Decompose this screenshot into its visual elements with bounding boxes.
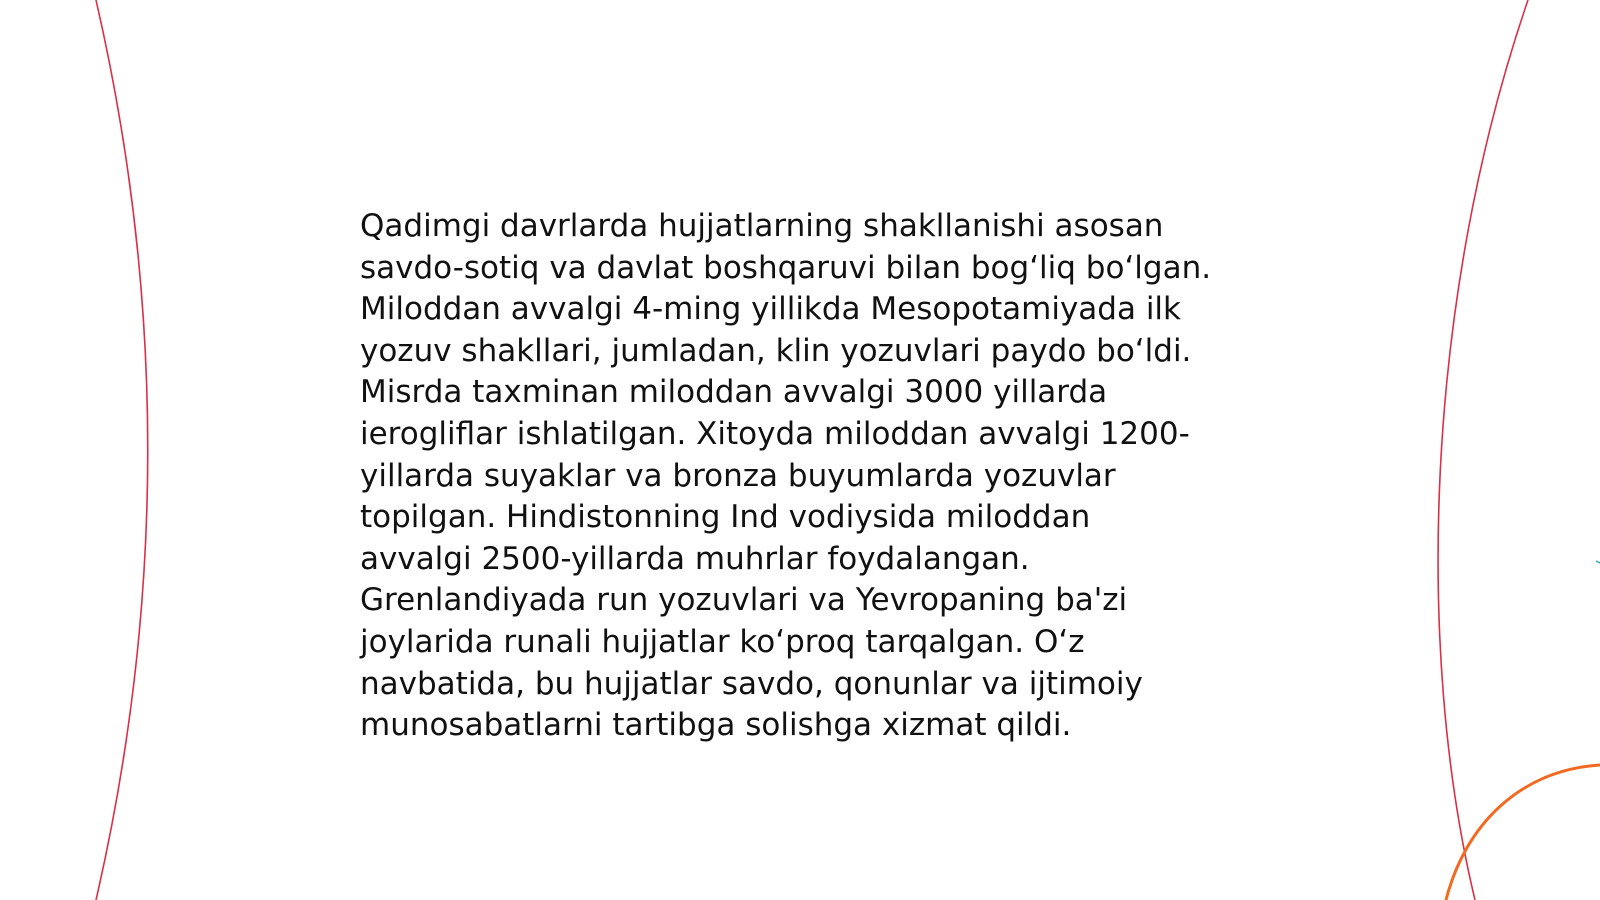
body-paragraph [360,206,1260,747]
paragraph-line: ierogliflar ishlatilgan. Xitoyda miloddan avvalgi 1200- [360,415,1190,452]
right-curve-line [1438,0,1528,900]
paragraph-line: Grenlandiyada run yozuvlari va Yevropaning ba'zi [360,582,1128,619]
accent-tick-mark [1596,561,1600,563]
paragraph-line: munosabatlarni tartibga solishga xizmat qildi. [360,707,1072,744]
paragraph-line: yillarda suyaklar va bronza buyumlarda yozuvlar [360,457,1116,494]
paragraph-line: yozuv shakllari, jumladan, klin yozuvlari paydo bo‘ldi. [360,332,1192,369]
paragraph-line: navbatida, bu hujjatlar savdo, qonunlar va ijtimoiy [360,665,1143,702]
paragraph-line: Miloddan avvalgi 4-ming yillikda Mesopotamiyada ilk [360,291,1182,328]
paragraph-line: savdo-sotiq va davlat boshqaruvi bilan bog‘liq bo‘lgan. [360,249,1212,286]
paragraph-line: Misrda taxminan miloddan avvalgi 3000 yillarda [360,374,1108,411]
corner-arc-line [1446,765,1600,900]
paragraph-line: avvalgi 2500-yillarda muhrlar foydalangan. [360,540,1030,577]
paragraph-line: topilgan. Hindistonning Ind vodiysida miloddan [360,499,1091,536]
paragraph-line: Qadimgi davrlarda hujjatlarning shakllanishi asosan [360,208,1164,244]
paragraph-line: joylarida runali hujjatlar ko‘proq tarqalgan. O‘z [360,623,1085,660]
left-curve-line [96,0,148,900]
